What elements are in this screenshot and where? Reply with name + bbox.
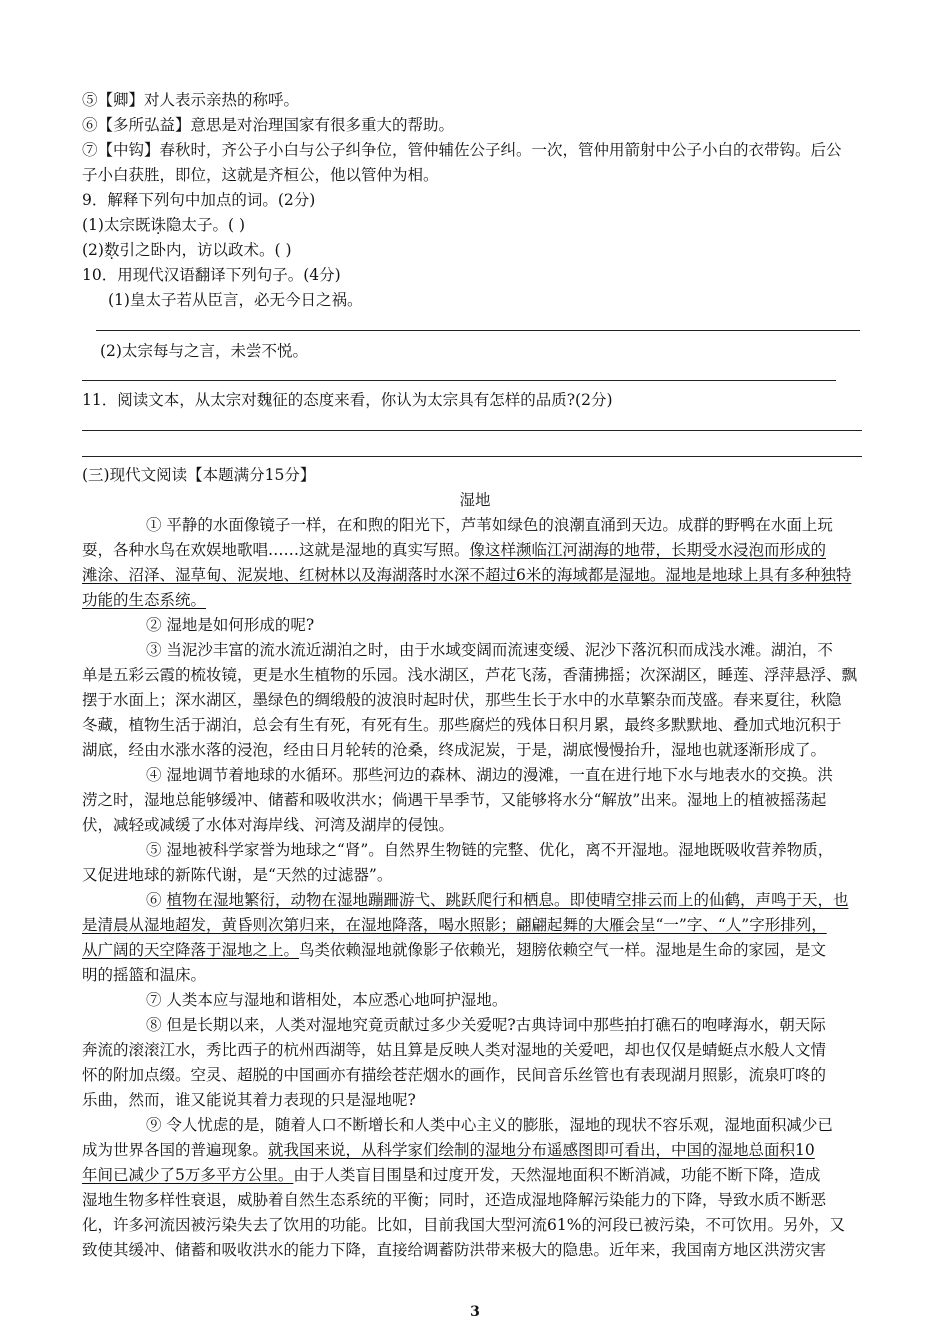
p1-line3 bbox=[82, 563, 851, 587]
q9-item2-dotted-word: 数 bbox=[103, 241, 120, 259]
q9-item1-text-a: (1)太宗既 bbox=[82, 216, 151, 234]
p9-line2-underlined: 就我国来说，从科学家们绘制的湿地分布遥感图即可看出，中国的湿地总面积10 bbox=[268, 1141, 815, 1159]
p9-line6: 致使其缓冲、储蓄和吸收洪水的能力下降，直接给调蓄防洪带来极大的隐患。近年来，我国南方地区洪涝灾害 bbox=[82, 1241, 827, 1259]
note-5: ⑤【卿】对人表示亲热的称呼。 bbox=[82, 91, 300, 109]
p8-line4: 乐曲，然而，谁又能说其着力表现的只是湿地呢? bbox=[82, 1091, 416, 1109]
q9-item2-text-a: (2) bbox=[82, 241, 104, 259]
p9-line1: ⑨ 令人忧虑的是，随着人口不断增长和人类中心主义的膨胀，湿地的现状不容乐观，湿地面积减少已 bbox=[146, 1116, 833, 1134]
section-3-heading: (三)现代文阅读【本题满分15分】 bbox=[82, 466, 316, 484]
question-9-item-2 bbox=[82, 238, 292, 262]
p4-line3: 伏，减轻或减缓了水体对海岸线、河湾及湖岸的侵蚀。 bbox=[82, 816, 455, 834]
answer-line-10-1[interactable] bbox=[96, 330, 860, 331]
p6-line1-underlined: 植物在湿地繁衍，动物在湿地蹦跚游弋、跳跃爬行和栖息。即使晴空排云而上的仙鹤，声鸣于天，也 bbox=[166, 891, 849, 909]
p8-line1: ⑧ 但是长期以来，人类对湿地究竟贡献过多少关爱呢?古典诗词中那些拍打礁石的咆哮海水，朝天际 bbox=[146, 1016, 826, 1034]
page-number: 3 bbox=[470, 1304, 480, 1320]
p4-line1: ④ 湿地调节着地球的水循环。那些河边的森林、湖边的漫滩，一直在进行地下水与地表水的交换。洪 bbox=[146, 766, 833, 784]
p2-line1: ② 湿地是如何形成的呢? bbox=[146, 616, 315, 634]
answer-line-11-2[interactable] bbox=[82, 456, 862, 457]
question-9-title: 9．解释下列句中加点的词。(2分) bbox=[82, 191, 316, 209]
p1-line3-underlined: 滩涂、沼泽、湿草甸、泥炭地、红树林以及海湖落时水深不超过6米的海域都是湿地。 bbox=[82, 566, 666, 584]
question-9-item-1 bbox=[82, 213, 245, 237]
question-10-item-1: (1)皇太子若从臣言，必无今日之祸。 bbox=[108, 291, 363, 309]
p1-line1: ① 平静的水面像镜子一样，在和煦的阳光下，芦苇如绿色的浪潮直涌到天边。成群的野鸭在水面上玩 bbox=[146, 516, 833, 534]
question-10-item-2: (2)太宗每与之言，未尝不悦。 bbox=[100, 342, 308, 360]
p3-line1: ③ 当泥沙丰富的流水流近湖泊之时，由于水域变阔而流速变缓、泥沙下落沉积而成浅水滩。湖泊，不 bbox=[146, 641, 833, 659]
q9-item1-text-b: 隐太子。( ) bbox=[165, 216, 246, 234]
p9-line3-b: 由于人类盲目围垦和过度开发，天然湿地面积不断消减，功能不断下降，造成 bbox=[293, 1166, 821, 1184]
p9-line2-a: 成为世界各国的普遍现象。 bbox=[82, 1141, 269, 1159]
p1-line4-underlined: 功能的生态系统。 bbox=[82, 591, 207, 609]
p1-line4 bbox=[82, 588, 206, 612]
note-6: ⑥【多所弘益】意思是对治理国家有很多重大的帮助。 bbox=[82, 116, 455, 134]
p7-line1: ⑦ 人类本应与湿地和谐相处，本应悉心地呵护湿地。 bbox=[146, 991, 508, 1009]
p1-line2-a: 耍，各种水鸟在欢娱地歌唱……这就是湿地的真实写照。 bbox=[82, 541, 470, 559]
p4-line2: 涝之时，湿地总能够缓冲、储蓄和吸收洪水；倘遇干旱季节，又能够将水分“解放”出来。湿地上的植被摇荡起 bbox=[82, 791, 827, 809]
p8-line3: 怀的附加点缀。空灵、超脱的中国画亦有描绘苍茫烟水的画作，民间音乐丝管也有表现湖月照影，流泉叮咚的 bbox=[82, 1066, 827, 1084]
p9-line4: 湿地生物多样性衰退，威胁着自然生态系统的平衡；同时，还造成湿地降解污染能力的下降，导致水质不断恶 bbox=[82, 1191, 827, 1209]
p1-line3-underlined-b: 湿地是地球上具有多种独特 bbox=[665, 566, 852, 584]
p3-line5: 湖底，经由水涨水落的浸泡，经由日月轮转的沧桑，终成泥炭，于是，湖底慢慢抬升，湿地也就逐渐形成了。 bbox=[82, 741, 827, 759]
p6-line3-b: 鸟类依赖湿地就像影子依赖光，翅膀依赖空气一样。湿地是生命的家园，是文 bbox=[299, 941, 827, 959]
article-title: 湿地 bbox=[459, 491, 491, 509]
q9-item2-text-b: 引之卧内，访以政术。( ) bbox=[119, 241, 292, 259]
p6-line4: 明的摇篮和温床。 bbox=[82, 966, 207, 984]
p3-line2: 单是五彩云霞的梳妆镜，更是水生植物的乐园。浅水湖区，芦花飞荡，香蒲拂摇；次深湖区，睡莲、浮萍悬浮、飘 bbox=[82, 666, 858, 684]
p1-line2-underlined: 像这样濒临江河湖海的地带，长期受水浸泡而形成的 bbox=[469, 541, 827, 559]
note-7-line2: 子小白获胜，即位，这就是齐桓公，他以管仲为相。 bbox=[82, 166, 439, 184]
p6-line1 bbox=[146, 888, 848, 912]
p9-line2 bbox=[82, 1138, 815, 1162]
p6-line3-underlined: 从广阔的天空降落于湿地之上。 bbox=[82, 941, 300, 959]
question-10-title: 10．用现代汉语翻译下列句子。(4分) bbox=[82, 266, 341, 284]
p1-line2 bbox=[82, 538, 826, 562]
question-11-title: 11．阅读文本，从太宗对魏征的态度来看，你认为太宗具有怎样的品质?(2分) bbox=[82, 391, 613, 409]
p9-line3 bbox=[82, 1163, 820, 1187]
p8-line2: 奔流的滚滚江水，秀比西子的杭州西湖等，姑且算是反映人类对湿地的关爱吧，却也仅仅是蜻蜓点水般人文情 bbox=[82, 1041, 827, 1059]
answer-line-10-2[interactable] bbox=[82, 380, 836, 381]
p6-line2-underlined: 是清晨从湿地超发，黄昏则次第归来，在湿地降落，喝水照影；翩翩起舞的大雁会呈“一”字、“人”字形排列， bbox=[82, 916, 827, 934]
note-7-line1: ⑦【中钩】春秋时，齐公子小白与公子纠争位，管仲辅佐公子纠。一次，管仲用箭射中公子小白的衣带钩。后公 bbox=[82, 141, 842, 159]
p6-line3 bbox=[82, 938, 826, 962]
p6-line1-a: ⑥ bbox=[146, 891, 167, 909]
p3-line4: 冬藏，植物生活于湖泊，总会有生有死，有死有生。那些腐烂的残体日积月累，最终多默默地、叠加式地沉积于 bbox=[82, 716, 842, 734]
p5-line2: 又促进地球的新陈代谢，是“天然的过滤器”。 bbox=[82, 866, 393, 884]
answer-line-11-1[interactable] bbox=[82, 430, 862, 431]
q9-item1-dotted-word: 诛 bbox=[150, 216, 166, 234]
p6-line2 bbox=[82, 913, 827, 937]
p5-line1: ⑤ 湿地被科学家誉为地球之“肾”。自然界生物链的完整、优化，离不开湿地。湿地既吸收营养物质， bbox=[146, 841, 834, 859]
p3-line3: 摆于水面上；深水湖区，墨绿色的绸缎般的波浪时起时伏，那些生长于水中的水草繁杂而茂盛。春来夏往，秋隐 bbox=[82, 691, 842, 709]
p9-line5: 化，许多河流因被污染失去了饮用的功能。比如，目前我国大型河流61%的河段已被污染，不可饮用。另外，又 bbox=[82, 1216, 845, 1234]
p9-line3-underlined: 年间已减少了5万多平方公里。 bbox=[82, 1166, 294, 1184]
